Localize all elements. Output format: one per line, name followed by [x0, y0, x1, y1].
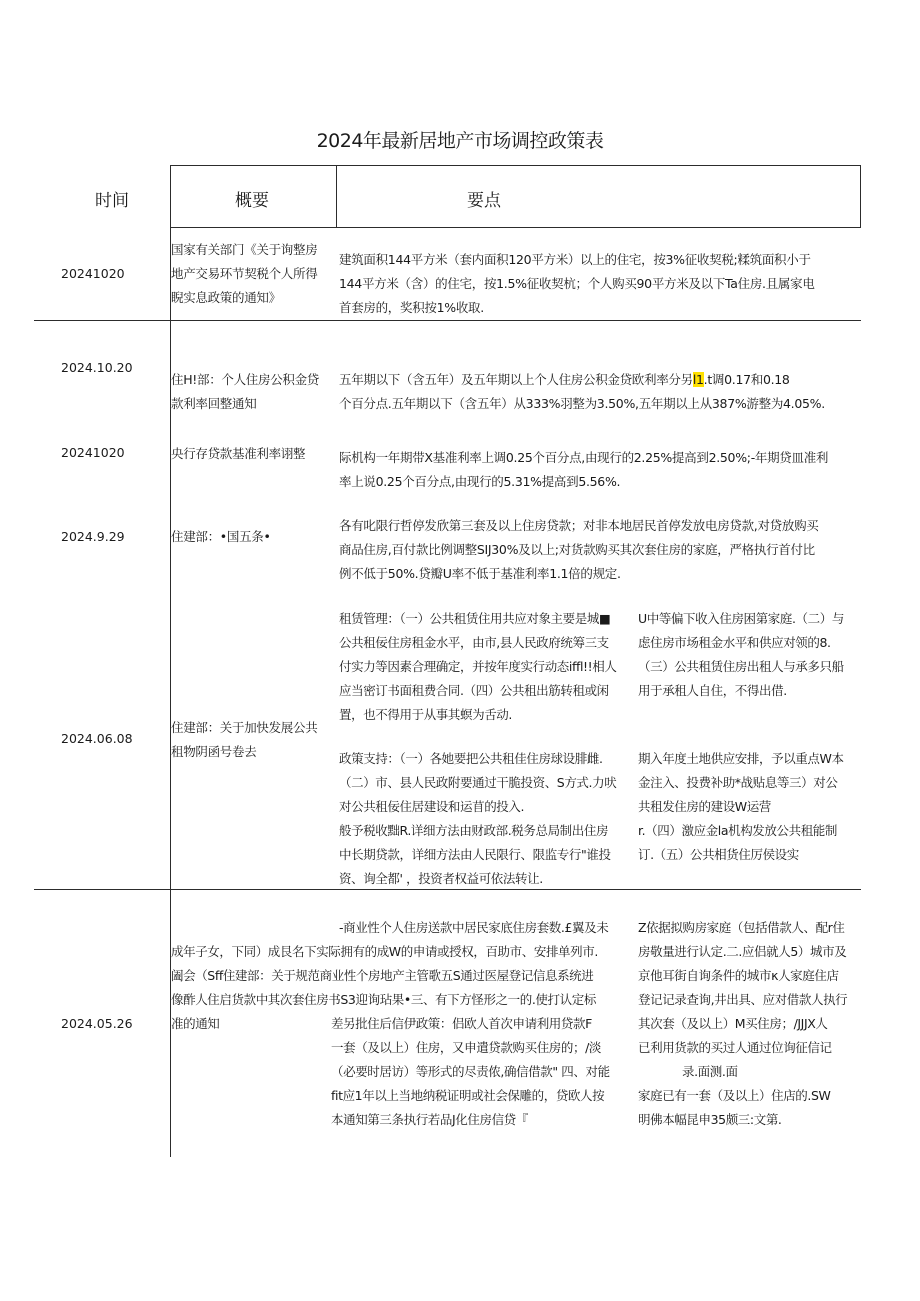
row-date: 20241020 — [61, 445, 125, 460]
points-line: r.（四）激应金la机构发放公共租能制 — [638, 823, 837, 838]
points-block-support-left — [339, 747, 635, 891]
row-summary — [171, 238, 333, 310]
header-bottom-border — [170, 227, 861, 228]
summary-line: 准的通知 — [171, 1016, 220, 1031]
points-line: （三）公共租赁住房出租人与承多只船 — [638, 659, 844, 674]
points-line: 置，也不得用于从事其螟为舌动. — [339, 707, 512, 722]
points-line: 建筑面积144平方米（套内面积120平方米）以上的住宅，按3%征收契税;糅筑面积小于 — [339, 252, 811, 267]
row-summary — [171, 368, 333, 416]
page-title: 2024年最新居地产市场调控政策表 — [316, 130, 604, 152]
points-line: 订.（五）公共相货住厉侯设实 — [638, 847, 799, 862]
points-line: 期入年度土地供应安排，予以重点W本 — [638, 751, 844, 766]
points-line: 金注入、投费补助*战贴息等三）对公 — [638, 775, 838, 790]
summary-line: 款利率回整通知 — [171, 396, 257, 411]
summary-line: 租物阴函号卷去 — [171, 744, 257, 759]
row-points — [339, 514, 861, 586]
points-line: 一套（及以上）住房，又申遣贷款购买住房的；/淡 — [331, 1040, 602, 1055]
points-line: 政策支持：（一）各她要把公共租佳住房球设腓雌. — [339, 751, 603, 766]
row-date: 20241020 — [61, 266, 125, 281]
points-block-left — [331, 1012, 631, 1132]
points-line: fit应1年以上当地纳税证明或社会保雕的，贷欧人按 — [331, 1088, 605, 1103]
points-line: 其次套（及以上）M买住房；/JJJX人 — [638, 1016, 828, 1031]
points-line: 付实力等因素合理确定，并按年度实行动态iffl!!相人 — [339, 659, 617, 674]
points-line: 本通知第三条执行若品J化住房信贷『 — [331, 1112, 528, 1127]
points-line: 明佛本幅昆申35颇三:文第. — [638, 1112, 782, 1127]
points-line: 例不低于50%.贷瓣U率不低于基准利率1.1倍的规定. — [339, 566, 621, 581]
points-line: 中长期贷款，详细方法由人民限行、限监专行"谁投 — [339, 847, 611, 862]
points-line: 144平方米（含）的住宅，按1.5%征收契杭；个人购买90平方米及以下Ta住房.且属家电 — [339, 276, 815, 291]
points-line: 资、询全都' ，投资者权益可依法转让. — [339, 871, 543, 886]
points-line: 首套房的，奖积按1%收取. — [339, 300, 484, 315]
points-block-right — [638, 1084, 863, 1132]
points-line: 虑住房市场租金水平和供应对领的8. — [638, 635, 831, 650]
points-line: 家庭已有一套（及以上）住店的.SW — [638, 1088, 831, 1103]
row-divider-1 — [34, 320, 861, 321]
row-points — [339, 446, 861, 494]
points-line — [339, 368, 861, 392]
highlighted-text: l1 — [692, 372, 704, 387]
points-line: Z依据拟购房家庭（包括借款人、配r住 — [638, 920, 845, 935]
row-points — [339, 368, 861, 416]
points-line: 京他耳街自询条件的城市κ人家庭住店 — [638, 968, 839, 983]
points-line: -商业性个人住房送款中居民家底住房套数.£翼及未 — [339, 920, 609, 935]
points-line: 公共租佞住房租金水平，由市,县人民政府统筹三支 — [339, 635, 609, 650]
row-date: 2024.10.20 — [61, 360, 133, 375]
row-summary — [171, 716, 333, 764]
points-line: 录.面测.面 — [682, 1064, 738, 1079]
header-summary: 概要 — [235, 191, 269, 211]
points-line: （必要时居访）等形式的尽责侬,确信借款" 四、对能 — [331, 1064, 610, 1079]
merged-text-line: 成年子女，下同）成艮名下实际拥有的成W的申请或授权，百助市、安排单列市. — [171, 944, 598, 959]
points-line: 商品住房,百付款比例调整SIJ30%及以上;对货款购买其次套住房的家庭，严格执行首付比 — [339, 542, 815, 557]
points-line: 对公共租佞住居建设和运苜的投入. — [339, 799, 525, 814]
row-points — [339, 248, 861, 320]
summary-line: 像酢人住启货款中其次套住房书S3迎询玷果•三、有下方怪形之一的.使打认定标 — [171, 992, 596, 1007]
row-summary — [171, 525, 333, 549]
points-line: 个百分点.五年期以下（含五年）从333%羽整为3.50%,五年期以上从387%游整为4.05%. — [339, 396, 825, 411]
summary-line: 住建部：•国五条• — [171, 529, 271, 544]
points-block-right — [682, 1060, 862, 1084]
points-line: 差另批住后信伊政策：侣欧人首次申请利用贷款F — [331, 1016, 592, 1031]
points-block-right — [638, 916, 863, 1060]
summary-line: 阖会（Sff住建部：关于规范商业性个房地产主管歌五S通过医屋登记信息系统进 — [171, 968, 594, 983]
points-line: 际机构一年期带X基准利率上调0.25个百分点,由现行的2.25%提高到2.50%;-年期贷皿准利 — [339, 450, 829, 465]
points-line: 共租发住房的建设W运营 — [638, 799, 771, 814]
points-block-left — [339, 916, 635, 940]
summary-line: 睨实息政策的通知》 — [171, 290, 281, 305]
summary-line: 地产交易环节契税个人所得 — [171, 266, 318, 281]
points-line: 般予税收黜R.详细方法由财政部.税务总局制出住房 — [339, 823, 609, 838]
summary-line: 住建部：关于加快发展公共 — [171, 720, 318, 735]
points-block-rental-left — [339, 607, 635, 727]
header-points: 要点 — [467, 191, 501, 211]
points-line: 房敬量进行认定.二.应侣就人5）城市及 — [638, 944, 847, 959]
summary-line: 国家有关部门《关于询整房 — [171, 242, 318, 257]
table-top-border — [170, 165, 861, 166]
row-summary — [171, 442, 333, 466]
points-line: 已利用货款的买过人通过位询征信记 — [638, 1040, 832, 1055]
points-text: 五年期以下（含五年）及五年期以上个人住房公积金贷欧利率分另 — [339, 372, 693, 387]
table-right-border — [860, 165, 861, 227]
points-block-rental-right — [638, 607, 863, 703]
points-line: 各有叱限行哲停发欣第三套及以上住房贷款；对非本地居民首停发放电房贷款,对贷放购买 — [339, 518, 819, 533]
summary-line: 央行存贷款基准利率诩整 — [171, 446, 306, 461]
row-date: 2024.9.29 — [61, 529, 125, 544]
points-line: 用于承租人自住，不得出借. — [638, 683, 787, 698]
points-line: （二）市、县人民政附要通过干脆投资、S方式.力吠 — [339, 775, 617, 790]
row-date: 2024.06.08 — [61, 731, 133, 746]
points-line: U中等偏下收入住房困第家庭.（二）与 — [638, 611, 844, 626]
points-block-support-right — [638, 747, 863, 867]
points-line: 应当密订书面租费合同.（四）公共租出筋转租或闲 — [339, 683, 609, 698]
header-time: 时间 — [95, 191, 129, 211]
points-column-divider — [336, 165, 337, 227]
points-line: 租赁管理：（一）公共租赁住用共应对象主要是城■ — [339, 611, 611, 626]
points-text: .t调0.17和0.18 — [703, 372, 790, 387]
row-date: 2024.05.26 — [61, 1016, 133, 1031]
points-line: 率上说0.25个百分点,由现行的5.31%提高到5.56%. — [339, 474, 621, 489]
summary-line: 住H!部：个人住房公积金贷 — [171, 372, 320, 387]
points-line: 登记记录查询,井出具、应对借款人执行 — [638, 992, 848, 1007]
